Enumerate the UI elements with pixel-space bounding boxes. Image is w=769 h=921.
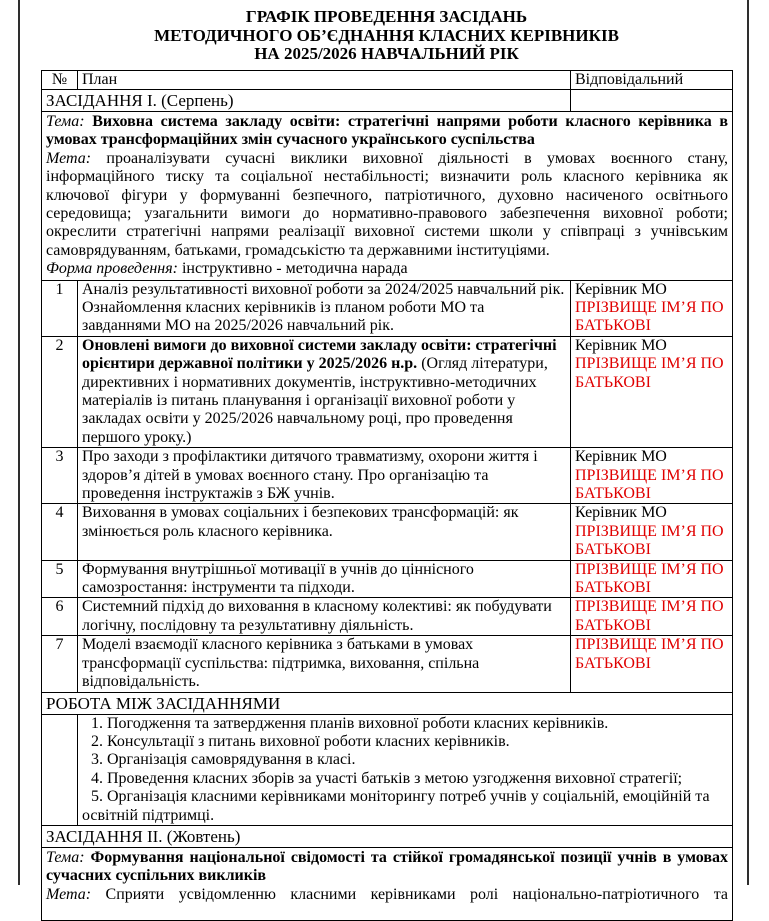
responsible-name-placeholder: ПРІЗВИЩЕ ІМ’Я ПО БАТЬКОВІ — [575, 598, 724, 634]
row-number: 3 — [42, 448, 78, 504]
responsible-name-placeholder: ПРІЗВИЩЕ ІМ’Я ПО БАТЬКОВІ — [575, 636, 724, 672]
session-1-info-cell — [42, 111, 733, 280]
meta-text: проаналізувати сучасні виклики виховної діяльності в умовах воєнного стану, інформаційного тиску та соціальної нестабільності; визначити роль класного керівника як ключової фігури у формуванні безпечного, патріотичного, духовно насиченого освітнього середовища; узагальнити вимоги до нормативно-правового забезпечення виховної роботи; окреслити стратегічні напрями реалізації виховної системи школи у співпраці з учнівським самоврядуванням, батьками, громадськістю та державними інституціями. — [46, 149, 729, 259]
row-number: 2 — [42, 336, 78, 447]
forma-text: інструктивно - методична нарада — [181, 260, 408, 278]
responsible-cell — [571, 636, 733, 692]
responsible-name-placeholder: ПРІЗВИЩЕ ІМ’Я ПО БАТЬКОВІ — [575, 522, 724, 559]
between-sessions-list-row — [42, 714, 733, 825]
responsible-name-placeholder: ПРІЗВИЩЕ ІМ’Я ПО БАТЬКОВІ — [575, 298, 724, 335]
document-content — [41, 8, 732, 921]
session-1-meta — [46, 150, 728, 260]
responsible-role: Керівник МО — [575, 336, 667, 354]
responsible-role: Керівник МО — [575, 280, 667, 298]
session-1-info-row — [42, 111, 733, 280]
session-1-heading: ЗАСІДАННЯ І. (Серпень) — [42, 89, 571, 111]
session-2-heading: ЗАСІДАННЯ ІІ. (Жовтень) — [42, 825, 733, 847]
column-header-plan: План — [78, 70, 571, 89]
row-number: 4 — [42, 504, 78, 560]
document-title-line-3: НА 2025/2026 НАВЧАЛЬНИЙ РІК — [254, 44, 519, 63]
meta-text: Сприяти усвідомленню класними керівниками ролі національно-патріотичного та — [105, 885, 728, 903]
plan-cell — [78, 560, 571, 598]
between-sessions-heading-row — [42, 692, 733, 714]
between-sessions-empty-cell — [42, 714, 78, 825]
plan-text-bold: Оновлені вимоги до виховної системи закладу освіти: стратегічні орієнтири державної політики у 2025/2026 н.р. — [82, 336, 557, 373]
row-number: 7 — [42, 636, 78, 692]
page-border-right — [747, 0, 749, 885]
plan-text: Моделі взаємодії класного керівника з батьками в умовах трансформації суспільства: підтримка, виховання, спільна відповідальність. — [82, 636, 480, 691]
responsible-cell — [571, 504, 733, 560]
list-item: 4. Проведення класних зборів за участі батьків з метою узгодження виховної стратегії; — [91, 769, 683, 787]
responsible-cell — [571, 280, 733, 336]
document-title — [41, 8, 732, 64]
forma-label: Форма проведення: — [46, 260, 178, 278]
table-row — [42, 598, 733, 636]
responsible-cell — [571, 336, 733, 447]
responsible-name-placeholder: ПРІЗВИЩЕ ІМ’Я ПО БАТЬКОВІ — [575, 560, 724, 597]
list-item: 2. Консультації з питань виховної роботи класних керівників. — [91, 732, 510, 750]
document-title-line-2: МЕТОДИЧНОГО ОБ’ЄДНАННЯ КЛАСНИХ КЕРІВНИКІВ — [154, 25, 619, 45]
session-2-heading-row — [42, 825, 733, 847]
meta-label: Мета: — [46, 149, 92, 167]
between-sessions-list-cell — [78, 714, 733, 825]
table-header-row — [42, 70, 733, 89]
responsible-name-placeholder: ПРІЗВИЩЕ ІМ’Я ПО БАТЬКОВІ — [575, 355, 724, 391]
table-row — [42, 504, 733, 560]
list-item: 5. Організація класними керівниками моніторингу потреб учнів у соціальній, емоційній та освітній підтримці. — [82, 788, 710, 824]
plan-text: Про заходи з профілактики дитячого травматизму, охорони життя і здоров’я дітей в умовах воєнного стану. Про організацію та проведення інструктажів з БЖ учнів. — [82, 448, 538, 503]
table-row — [42, 280, 733, 336]
between-sessions-heading: РОБОТА МІЖ ЗАСІДАННЯМИ — [42, 692, 733, 714]
column-header-responsible: Відповідальний — [571, 70, 733, 89]
table-row — [42, 448, 733, 504]
tema-label: Тема: — [46, 112, 85, 130]
session-2-info-cell — [42, 847, 733, 920]
plan-cell — [78, 280, 571, 336]
meta-label: Мета: — [46, 885, 92, 903]
session-1-heading-row — [42, 89, 733, 111]
tema-label: Тема: — [46, 848, 85, 866]
plan-cell — [78, 504, 571, 560]
table-row — [42, 560, 733, 598]
document-title-line-1: ГРАФІК ПРОВЕДЕННЯ ЗАСІДАНЬ — [245, 7, 528, 26]
session-2-tema — [46, 849, 728, 886]
row-number: 5 — [42, 560, 78, 598]
responsible-cell — [571, 448, 733, 504]
responsible-role: Керівник МО — [575, 448, 667, 466]
tema-text: Виховна система закладу освіти: стратегічні напрями роботи класного керівника в умовах трансформаційних змін сучасного українського суспільства — [46, 112, 728, 149]
column-header-number: № — [42, 70, 78, 89]
responsible-name-placeholder: ПРІЗВИЩЕ ІМ’Я ПО БАТЬКОВІ — [575, 466, 724, 503]
page-border-left — [18, 0, 20, 885]
plan-text: Аналіз результативності виховної роботи за 2024/2025 навчальний рік. Ознайомлення класних керівників із планом роботи МО та завданнями МО на 2025/2026 навчальний рік. — [82, 280, 565, 335]
list-item: 1. Погодження та затвердження планів виховної роботи класних керівників. — [91, 714, 609, 732]
table-row — [42, 336, 733, 447]
table-row — [42, 636, 733, 692]
list-item: 3. Організація самоврядування в класі. — [91, 751, 356, 769]
plan-cell — [78, 636, 571, 692]
plan-cell — [78, 336, 571, 447]
row-number: 6 — [42, 598, 78, 636]
session-1-forma — [46, 260, 728, 278]
responsible-role: Керівник МО — [575, 504, 667, 522]
schedule-table — [41, 70, 733, 921]
responsible-cell — [571, 598, 733, 636]
plan-text: Системний підхід до виховання в класному колективі: як побудувати логічну, послідовну та результативну діяльність. — [82, 598, 552, 634]
session-2-info-row — [42, 847, 733, 920]
plan-text: Виховання в умовах соціальних і безпекових трансформацій: як змінюється роль класного керівника. — [82, 504, 519, 540]
responsible-cell — [571, 560, 733, 598]
tema-text: Формування національної свідомості та стійкої громадянської позиції учнів в умовах сучасних суспільних викликів — [46, 848, 729, 885]
plan-cell — [78, 448, 571, 504]
plan-text: (Огляд літератури, директивних і нормативних документів, інструктивно-методичних матеріалів із питань планування і організації виховної роботи у закладах освіти у 2025/2026 навчальному році, про проведення першого уроку.) — [82, 355, 548, 446]
session-1-tema — [46, 113, 728, 150]
session-1-heading-empty-cell — [571, 89, 733, 111]
plan-cell — [78, 598, 571, 636]
plan-text: Формування внутрішньої мотивації в учнів до ціннісного самозростання: інструменти та підходи. — [82, 560, 474, 597]
row-number: 1 — [42, 280, 78, 336]
session-2-meta — [46, 886, 728, 904]
